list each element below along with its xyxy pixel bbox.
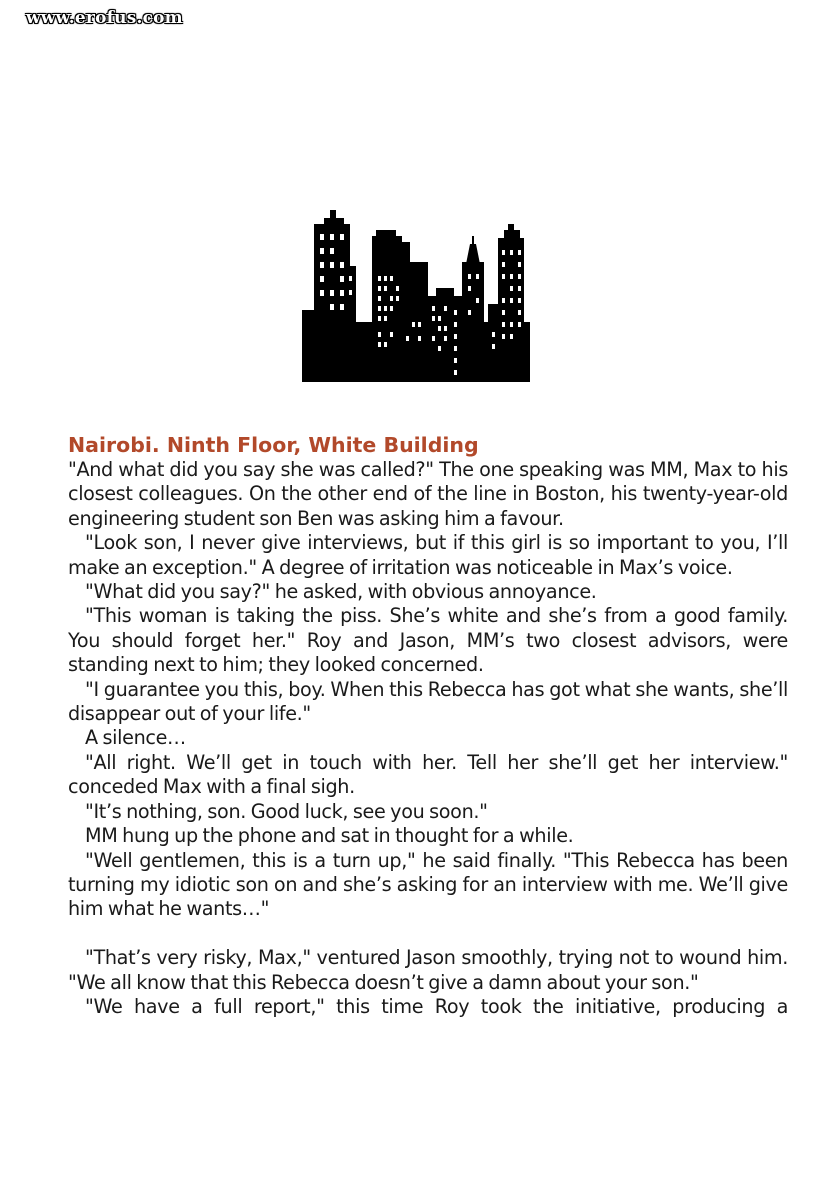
paragraph-4: "This woman is taking the piss. She’s white and she’s from a good family. You should forget her." Roy and Jason, MM’s two closest advisors, were standing next to him; they looked concerned. [68,604,788,677]
paragraph-8: "It’s nothing, son. Good luck, see you soon." [85,799,488,823]
chapter-heading: Nairobi. Ninth Floor, White Building [68,433,479,457]
paragraph-11: "That’s very risky, Max," ventured Jason smoothly, trying not to wound him. "We all know that this Rebecca doesn’t give a damn about your son." [68,946,788,994]
city-skyline-illustration [302,210,530,382]
paragraph-2: "Look son, I never give interviews, but if this girl is so important to you, I’ll make an exception." A degree of irritation was noticeable in Max’s voice. [68,531,788,579]
paragraph-12: "We have a full report," this time Roy took the initiative, producing a [85,994,788,1018]
paragraph-5: "I guarantee you this, boy. When this Rebecca has got what she wants, she’ll disappear out of your life." [68,677,788,726]
paragraph-1: "And what did you say she was called?" The one speaking was MM, Max to his closest colleagues. On the other end of the line in Boston, his twenty-year-old engineering student son Ben was asking him a favour. [68,458,788,530]
paragraph-7: "All right. We’ll get in touch with her. Tell her she’ll get her interview." conceded Max with a final sigh. [68,750,788,799]
site-watermark: www.erofus.com [26,8,183,28]
paragraph-10: "Well gentlemen, this is a turn up," he said finally. "This Rebecca has been turning my idiotic son on and she’s asking for an interview with me. We’ll give him what he wants…" [68,848,788,921]
chapter-section [68,432,788,1019]
paragraph-6: A silence… [85,726,186,750]
skyline-silhouette [302,210,530,382]
paragraph-gap [68,922,788,946]
paragraph-3: "What did you say?" he asked, with obvious annoyance. [85,580,597,604]
paragraph-9: MM hung up the phone and sat in thought for a while. [85,824,574,848]
